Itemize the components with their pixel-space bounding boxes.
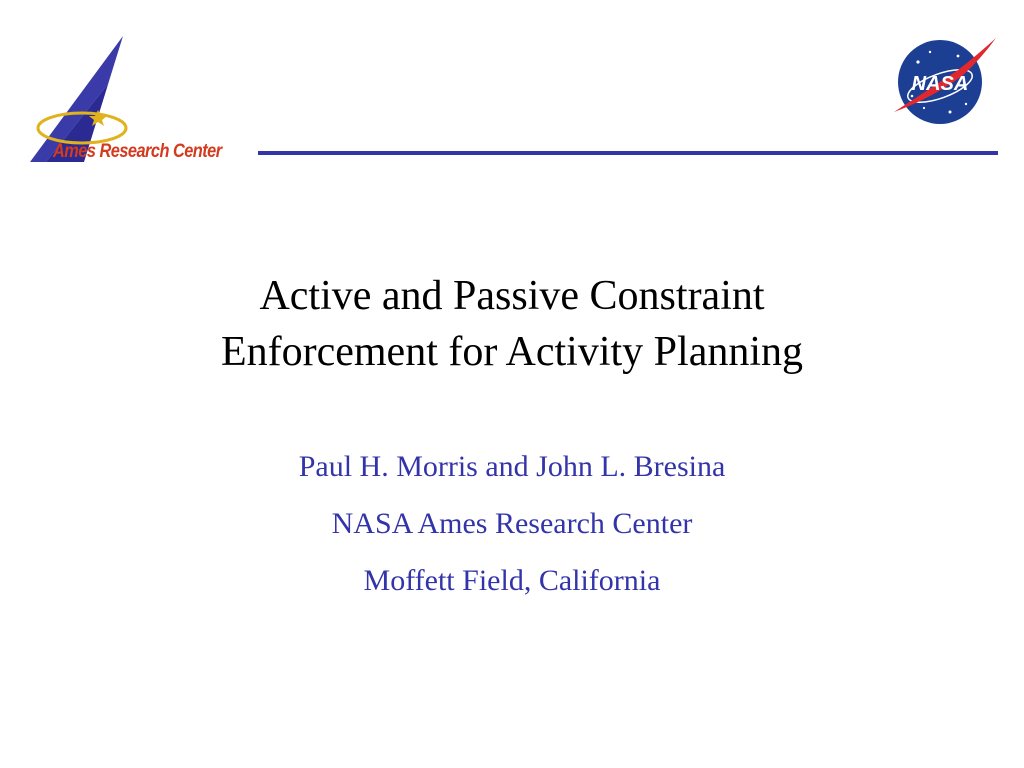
affiliation: NASA Ames Research Center [331,507,693,540]
authors: Paul H. Morris and John L. Bresina [298,450,726,483]
title-line-2: Enforcement for Activity Planning [220,329,804,375]
slide-title [0,268,1024,380]
title-line-1: Active and Passive Constraint [259,273,765,319]
header-divider [258,151,998,155]
nasa-wordmark: NASA [911,73,969,95]
nasa-logo [888,34,998,126]
slide-subtitle [0,444,1024,615]
ames-logo-text: Ames Research Center [53,141,222,162]
nasa-meatball-icon [888,34,998,126]
location: Moffett Field, California [363,564,661,597]
